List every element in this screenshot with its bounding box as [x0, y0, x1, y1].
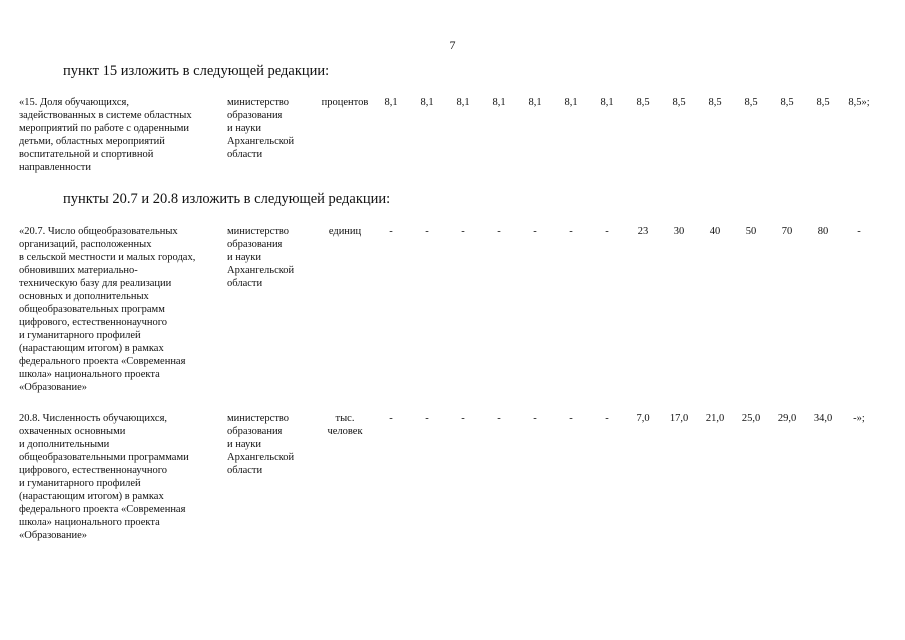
value-cell: 8,1 [564, 97, 578, 108]
indicator-name: 20.8. Численность обучающихся, охваченных основными и дополнительными общеобразовательными программами цифрового, естественнонаучного и гуманитарного профилей (нарастающим итогом) в рамках федерального проекта «Современная школа» национального проекта «Образование» [19, 413, 189, 541]
value-cell: 40 [709, 226, 721, 237]
page-number: 7 [449, 38, 456, 52]
responsible-body: министерство образования и науки Архангельской области [227, 97, 295, 160]
value-cell: 50 [745, 226, 757, 237]
value-cell: 8,1 [456, 97, 470, 108]
value-cell: 25,0 [741, 413, 761, 424]
value-cell: - [605, 226, 609, 237]
responsible-body: министерство образования и науки Архангельской области [227, 413, 295, 476]
value-cell: 29,0 [777, 413, 797, 424]
value-cell: 8,1 [420, 97, 434, 108]
value-cell: 21,0 [705, 413, 725, 424]
value-cell: -»; [853, 413, 865, 424]
value-cell: 8,5 [816, 97, 830, 108]
value-cell: 70 [781, 226, 793, 237]
value-cell: 80 [817, 226, 829, 237]
value-cell: 8,5 [744, 97, 758, 108]
value-cell: - [425, 413, 429, 424]
value-cell: 7,0 [636, 413, 650, 424]
value-cell: 8,1 [492, 97, 506, 108]
value-cell: - [533, 413, 537, 424]
instruction-points-20-7-20-8: пункты 20.7 и 20.8 изложить в следующей редакции: [63, 191, 391, 207]
value-cell: 23 [637, 226, 649, 237]
value-cell: 17,0 [669, 413, 689, 424]
value-cell: - [389, 226, 393, 237]
responsible-body: министерство образования и науки Архангельской области [227, 226, 295, 289]
unit-of-measure: единиц [328, 226, 362, 237]
value-cell: 34,0 [813, 413, 833, 424]
value-cell: 8,5 [672, 97, 686, 108]
value-cell: - [569, 226, 573, 237]
value-cell: 8,1 [384, 97, 398, 108]
indicator-name: «20.7. Число общеобразовательных организаций, расположенных в сельской местности и малых городах, обновивших материально- техническую базу для реализации основных и дополнительных общеобразовательных программ цифрового, естественнонаучного и гуманитарного профилей (нарастающим итогом) в рамках федерального проекта «Современная школа» национального проекта «Образование» [19, 226, 196, 393]
value-cell: - [389, 413, 393, 424]
value-cell: 8,1 [528, 97, 542, 108]
value-cell: - [533, 226, 537, 237]
value-cell: - [497, 226, 501, 237]
value-cell: - [605, 413, 609, 424]
value-cell: - [461, 226, 465, 237]
indicator-name: «15. Доля обучающихся, задействованных в системе областных мероприятий по работе с одаренными детьми, областных мероприятий воспитательной и спортивной направленности [19, 97, 192, 173]
value-cell: - [497, 413, 501, 424]
value-cell: 8,5»; [848, 97, 870, 108]
value-cell: - [425, 226, 429, 237]
unit-of-measure: процентов [321, 97, 369, 108]
value-cell: 8,1 [600, 97, 614, 108]
value-cell: - [461, 413, 465, 424]
instruction-point-15: пункт 15 изложить в следующей редакции: [63, 63, 330, 79]
value-cell: 8,5 [708, 97, 722, 108]
value-cell: 8,5 [780, 97, 794, 108]
value-cell: 30 [673, 226, 685, 237]
value-cell: - [569, 413, 573, 424]
unit-of-measure: тыс. человек [327, 413, 363, 437]
value-cell: - [857, 226, 861, 237]
value-cell: 8,5 [636, 97, 650, 108]
